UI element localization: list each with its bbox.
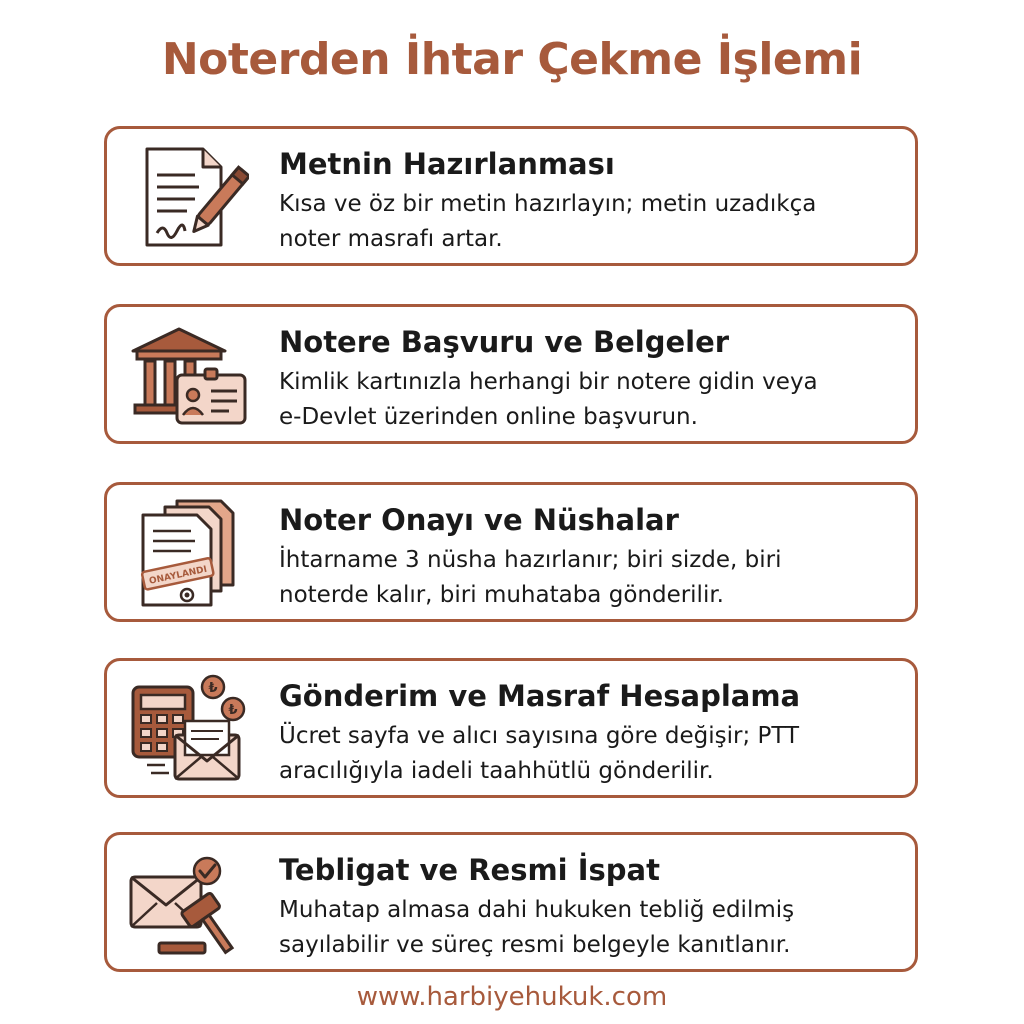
lira-coin-symbol: ₺	[228, 703, 238, 718]
step-heading: Tebligat ve Resmi İspat	[279, 853, 660, 887]
step-description	[279, 719, 909, 789]
calculator-envelope-icon	[129, 673, 249, 785]
step-heading: Gönderim ve Masraf Hesaplama	[279, 679, 801, 713]
step-description	[279, 187, 909, 257]
step-description-line: e-Devlet üzerinden online başvurun.	[279, 404, 698, 430]
step-description-line: sayılabilir ve süreç resmi belgeyle kanıtlanır.	[279, 932, 791, 958]
step-description-line: İhtarname 3 nüsha hazırlanır; biri sizde, biri	[279, 547, 782, 573]
step-heading: Noter Onayı ve Nüshalar	[279, 503, 679, 537]
step-description	[279, 543, 909, 613]
step-description-line: Muhatap almasa dahi hukuken tebliğ edilmiş	[279, 897, 795, 923]
step-card-sending-cost	[104, 658, 918, 798]
step-card-notification-proof	[104, 832, 918, 972]
website-link[interactable]: www.harbiyehukuk.com	[356, 982, 668, 1012]
step-description-line: aracılığıyla iadeli taahhütlü gönderilir.	[279, 758, 714, 784]
step-description-line: Kısa ve öz bir metin hazırlayın; metin uzadıkça	[279, 191, 817, 217]
step-description-line: Ücret sayfa ve alıcı sayısına göre değişir; PTT	[279, 723, 800, 749]
step-description	[279, 893, 909, 963]
step-description	[279, 365, 909, 435]
step-description-line: Kimlik kartınızla herhangi bir notere gidin veya	[279, 369, 818, 395]
step-card-text-preparation	[104, 126, 918, 266]
step-description-line: noterde kalır, biri muhataba gönderilir.	[279, 582, 724, 608]
step-card-approval	[104, 482, 918, 622]
document-pen-icon	[129, 141, 249, 253]
approved-copies-icon	[129, 497, 249, 609]
step-heading: Notere Başvuru ve Belgeler	[279, 325, 730, 359]
step-card-application	[104, 304, 918, 444]
step-heading: Metnin Hazırlanması	[279, 147, 615, 181]
courthouse-id-card-icon	[129, 319, 249, 431]
stamp-text: ONAYLANDI	[148, 564, 209, 587]
lira-coin-symbol: ₺	[208, 681, 218, 696]
page-title: Noterden İhtar Çekme İşlemi	[161, 34, 863, 85]
envelope-gavel-icon	[129, 847, 249, 959]
step-description-line: noter masrafı artar.	[279, 226, 503, 252]
